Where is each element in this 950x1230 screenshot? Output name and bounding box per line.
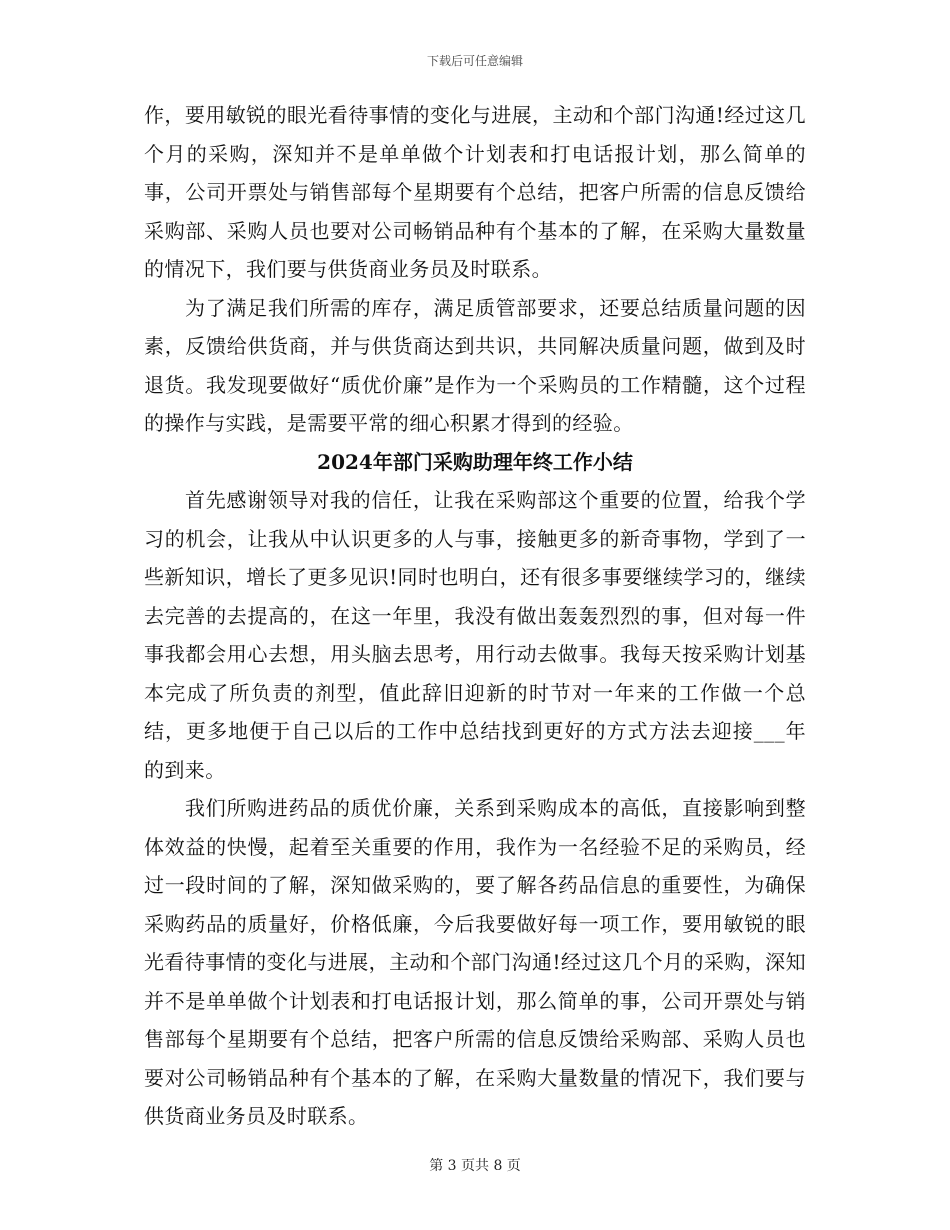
paragraph-continued: 作，要用敏锐的眼光看待事情的变化与进展，主动和个部门沟通!经过这几个月的采购，深知并不是单单做个计划表和打电话报计划，那么简单的事，公司开票处与销售部每个星期要有个总结，把客户所需的信息反馈给采购部、采购人员也要对公司畅销品种有个基本的了解，在采购大量数量的情况下，我们要与供货商业务员及时联系。 [144,103,806,281]
paragraph-quality: 为了满足我们所需的库存，满足质管部要求，还要总结质量问题的因素，反馈给供货商，并与供货商达到共识，共同解决质量问题，做到及时退货。我发现要做好“质优价廉”是作为一个采购员的工作精髓，这个过程的操作与实践，是需要平常的细心积累才得到的经验。 [144,295,806,435]
paragraph-purchasing: 我们所购进药品的质优价廉，关系到采购成本的高低，直接影响到整体效益的快慢，起着至关重要的作用，我作为一名经验不足的采购员，经过一段时间的了解，深知做采购的，要了解各药品信息的重要性，为确保采购药品的质量好，价格低廉，今后我要做好每一项工作，要用敏锐的眼光看待事情的变化与进展，主动和个部门沟通!经过这几个月的采购，深知并不是单单做个计划表和打电话报计划，那么简单的事，公司开票处与销售部每个星期要有个总结，把客户所需的信息反馈给采购部、采购人员也要对公司畅销品种有个基本的了解，在采购大量数量的情况下，我们要与供货商业务员及时联系。 [144,796,806,1128]
section-title: 2024年部门采购助理年终工作小结 [317,449,633,474]
document-body [144,96,806,1136]
page-header: 下载后可任意编辑 [426,54,523,68]
paragraph-thanks: 首先感谢领导对我的信任，让我在采购部这个重要的位置，给我个学习的机会，让我从中认识更多的人与事，接触更多的新奇事物，学到了一些新知识，增长了更多见识!同时也明白，还有很多事要继续学习的，继续去完善的去提高的，在这一年里，我没有做出轰轰烈烈的事，但对每一件事我都会用心去想，用头脑去思考，用行动去做事。我每天按采购计划基本完成了所负责的剂型，值此辞旧迎新的时节对一年来的工作做一个总结，更多地便于自己以后的工作中总结找到更好的方式方法去迎接___年的到来。 [144,488,806,782]
page-number: 第 3 页共 8 页 [429,1158,521,1174]
